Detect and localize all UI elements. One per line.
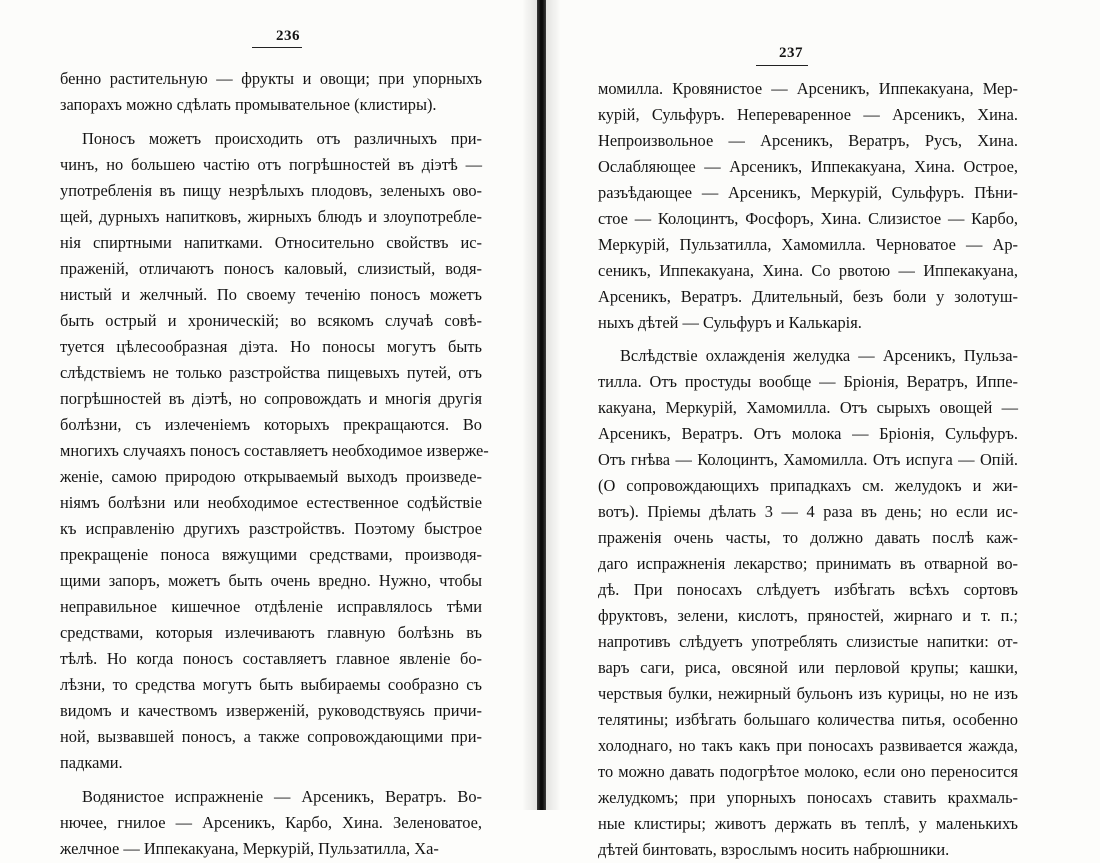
text-line: даго испражненія лекарство; принимать въ отварной во- xyxy=(598,554,1018,573)
text-line: праженія очень часты, то должно давать послѣ каж- xyxy=(598,528,1018,547)
text-line: то можно давать подогрѣтое молоко, если оно переносится xyxy=(598,762,1018,781)
text-line: желчное — Иппекакуана, Меркурій, Пульзатилла, Ха- xyxy=(60,839,439,858)
left-page xyxy=(0,0,537,858)
text-line: черствыя булки, нежирный бульонъ изъ курицы, но не изъ xyxy=(598,684,1018,703)
right-page-text xyxy=(598,76,1018,863)
text-line: Отъ гнѣва — Колоцинтъ, Хамомилла. Отъ испуга — Опій. xyxy=(598,450,1018,469)
text-line: (О сопровождающихъ припадкахъ см. желудокъ и жи- xyxy=(598,476,1018,495)
text-line: слѣдствіемъ не только разстройства пищевыхъ путей, отъ xyxy=(60,363,482,382)
text-line: праженій, отличаютъ поносъ каловый, слизистый, водя- xyxy=(60,259,482,278)
page-number-right: 237 xyxy=(779,45,803,61)
text-line: дѣтей бинтовать, взрослымъ носить набрюшники. xyxy=(598,840,950,859)
text-line: Меркурій, Пульзатилла, Хамомилла. Черноватое — Ар- xyxy=(598,235,1018,254)
text-line: Поносъ можетъ происходить отъ различныхъ при- xyxy=(82,129,482,148)
text-line: употребленія въ пищу незрѣлыхъ плодовъ, зеленыхъ ово- xyxy=(60,181,482,200)
text-line: быть острый и хроническій; во всякомъ случаѣ совѣ- xyxy=(60,311,482,330)
paragraph-gap xyxy=(598,336,1018,343)
text-line: лѣзни, то средства могутъ быть выбираемы сообразно съ xyxy=(60,675,482,694)
text-line: ныхъ дѣтей — Сульфуръ и Калькарія. xyxy=(598,313,862,332)
text-line: Арсеникъ, Вератръ. Отъ молока — Бріонія, Сульфуръ. xyxy=(598,424,1018,443)
text-line: какуана, Меркурій, Хамомилла. Отъ сырыхъ овощей — xyxy=(598,398,1018,417)
text-line: фруктовъ, зелени, кислотъ, пряностей, жирнаго и т. п.; xyxy=(598,606,1018,625)
text-line: вотъ). Пріемы дѣлать 3 — 4 раза въ день; но если ис- xyxy=(598,502,1018,521)
text-line: падками. xyxy=(60,753,123,772)
text-line: момилла. Кровянистое — Арсеникъ, Иппекакуана, Мер- xyxy=(598,79,1018,98)
page-number-rule-right xyxy=(756,65,808,66)
page-number-rule-left xyxy=(252,47,302,48)
text-line: къ исправленію другихъ разстройствъ. Поэтому быстрое xyxy=(60,519,482,538)
text-line: неправильное кишечное отдѣленіе исправлялось тѣми xyxy=(60,597,482,616)
text-line: Арсеникъ, Вератръ. Длительный, безъ боли у золотуш- xyxy=(598,287,1018,306)
text-line: ной, вызвавшей поносъ, а также сопровождающими при- xyxy=(60,727,482,746)
text-line: бенно растительную — фрукты и овощи; при упорныхъ xyxy=(60,69,482,88)
text-line: погрѣшностей въ діэтѣ, но сопровождать и многія другія xyxy=(60,389,482,408)
text-line: многихъ случаяхъ поносъ составляетъ необходимое изверже- xyxy=(60,441,489,460)
text-line: сеникъ, Иппекакуана, Хина. Со рвотою — Иппекакуана, xyxy=(598,261,1018,280)
page-number-left: 236 xyxy=(276,28,300,44)
text-line: щей, дурныхъ напитковъ, жирныхъ блюдъ и злоупотребле- xyxy=(60,207,482,226)
text-line: тѣлѣ. Но когда поносъ составляетъ главное явленіе бо- xyxy=(60,649,482,668)
paragraph-gap xyxy=(60,118,482,126)
text-line: курій, Сульфуръ. Непереваренное — Арсеникъ, Хина. xyxy=(598,105,1018,124)
gutter-shadow-left xyxy=(522,0,537,810)
text-line: Водянистое испражненіе — Арсеникъ, Вератръ. Во- xyxy=(82,787,482,806)
text-line: Ослабляющее — Арсеникъ, Иппекакуана, Хина. Острое, xyxy=(598,157,1018,176)
text-line: напротивъ слѣдуетъ употреблять слизистые напитки: от- xyxy=(598,632,1018,651)
right-page xyxy=(546,0,1100,859)
text-line: телятины; избѣгать большаго количества питья, особенно xyxy=(598,710,1018,729)
text-line: холоднаго, но такъ какъ при поносахъ развивается жажда, xyxy=(598,736,1018,755)
text-line: прекращеніе поноса вяжущими средствами, производя- xyxy=(60,545,482,564)
text-line: желудкомъ; при упорныхъ поносахъ ставить крахмаль- xyxy=(598,788,1018,807)
text-line: щими запоръ, можетъ быть очень вредно. Нужно, чтобы xyxy=(60,571,482,590)
text-line: болѣзни, съ излеченіемъ которыхъ прекращаются. Во xyxy=(60,415,482,434)
text-line: тилла. Отъ простуды вообще — Бріонія, Вератръ, Иппе- xyxy=(598,372,1018,391)
text-line: Вслѣдствіе охлажденія желудка — Арсеникъ, Пульза- xyxy=(620,346,1018,365)
text-line: средствами, которыя излечиваютъ главную болѣзнь въ xyxy=(60,623,482,642)
text-line: нючее, гнилое — Арсеникъ, Карбо, Хина. Зеленоватое, xyxy=(60,813,482,832)
text-line: женіе, самою природою открываемый выходъ произведе- xyxy=(60,467,482,486)
text-line: разъѣдающее — Арсеникъ, Меркурій, Сульфуръ. Пѣни- xyxy=(598,183,1018,202)
text-line: запорахъ можно сдѣлать промывательное (клистиры). xyxy=(60,95,437,114)
text-line: Непроизвольное — Арсеникъ, Вератръ, Русъ, Хина. xyxy=(598,131,1018,150)
text-line: нистый и желчный. По своему теченію поносъ можетъ xyxy=(60,285,482,304)
text-line: туется цѣлесообразная діэта. Но поносы могутъ быть xyxy=(60,337,482,356)
text-line: нія спиртными напитками. Относительно свойствъ ис- xyxy=(60,233,482,252)
text-line: ные клистиры; животъ держать въ теплѣ, у маленькихъ xyxy=(598,814,1018,833)
text-line: стое — Колоцинтъ, Фосфоръ, Хина. Слизистое — Карбо, xyxy=(598,209,1018,228)
text-line: варъ саги, риса, овсяной или перловой крупы; кашки, xyxy=(598,658,1018,677)
text-line: видомъ и качествомъ изверженій, руководствуясь причи- xyxy=(60,701,482,720)
paragraph-gap xyxy=(60,776,482,784)
book-gutter xyxy=(537,0,546,810)
left-page-text xyxy=(60,66,489,862)
text-line: ніямъ болѣзни или необходимое естественное содѣйствіе xyxy=(60,493,482,512)
text-line: дѣ. При поносахъ слѣдуетъ избѣгать всѣхъ сортовъ xyxy=(598,580,1018,599)
text-line: чинъ, но большею частію отъ погрѣшностей въ діэтѣ — xyxy=(60,155,482,174)
